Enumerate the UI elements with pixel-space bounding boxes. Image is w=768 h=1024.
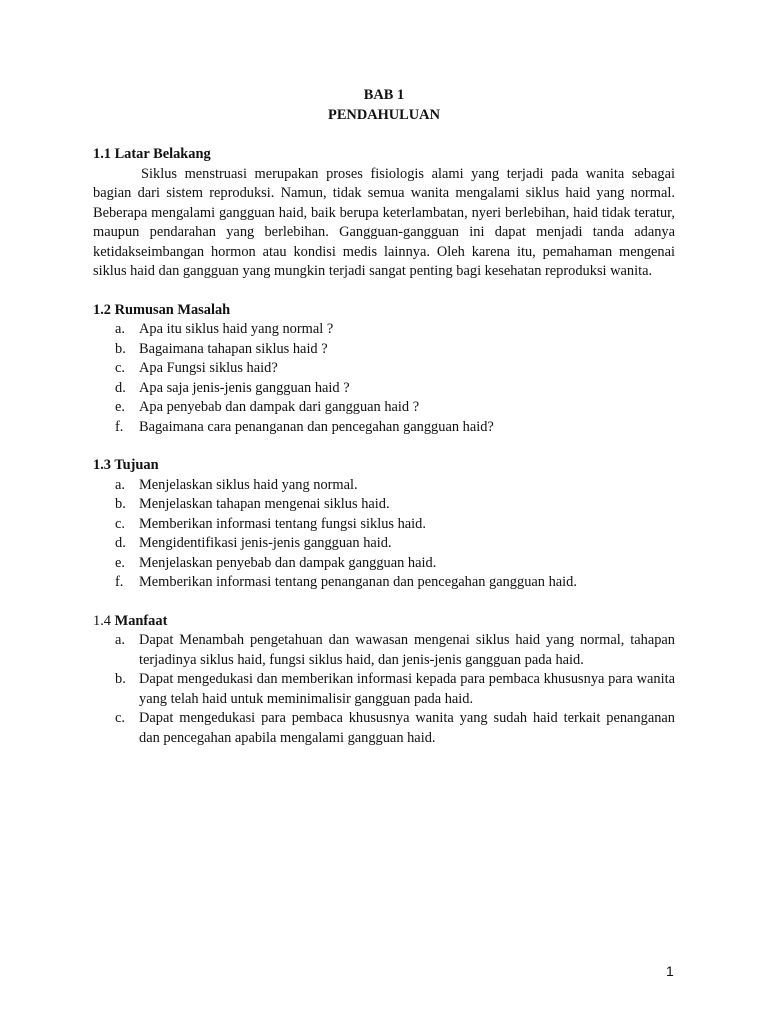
list-marker: e. <box>115 554 125 571</box>
list-item-text: Menjelaskan siklus haid yang normal. <box>139 476 358 493</box>
list-marker: d. <box>115 379 126 396</box>
list-item-text: Bagaimana cara penanganan dan pencegahan gangguan haid? <box>139 418 494 435</box>
list-item-text: Bagaimana tahapan siklus haid ? <box>139 340 328 357</box>
section-title-text: Manfaat <box>114 612 168 629</box>
section-title: 1.2 Rumusan Masalah <box>93 301 231 318</box>
list-marker: c. <box>115 360 125 376</box>
list-item-text: Dapat Menambah pengetahuan dan wawasan mengenai siklus haid yang normal, tahapan terjadinya siklus haid, fungsi siklus haid, dan jenis-jenis gangguan pada haid. <box>139 632 675 668</box>
list-marker: c. <box>115 515 125 532</box>
list-item-text: Memberikan informasi tentang fungsi siklus haid. <box>139 515 426 532</box>
list-item <box>93 398 675 418</box>
objective-list <box>93 476 675 593</box>
page-number: 1 <box>666 963 674 979</box>
list-marker: d. <box>115 535 126 551</box>
list-item <box>93 554 675 574</box>
question-list <box>93 320 675 437</box>
list-item-text: Dapat mengedukasi dan memberikan informasi kepada para pembaca khususnya para wanita yang telah haid untuk meminimalisir gangguan pada haid. <box>139 671 675 707</box>
list-marker: a. <box>115 476 125 493</box>
list-item-text: Memberikan informasi tentang penanganan dan pencegahan gangguan haid. <box>139 574 577 590</box>
list-item <box>93 515 675 535</box>
list-item <box>93 709 675 748</box>
section-rumusan-masalah <box>93 301 675 438</box>
list-item <box>93 495 675 515</box>
list-marker: b. <box>115 340 126 357</box>
list-marker: b. <box>115 496 126 512</box>
list-marker: c. <box>115 710 125 726</box>
list-item <box>93 534 675 554</box>
list-marker: b. <box>115 671 126 687</box>
chapter-heading <box>93 86 675 126</box>
list-item-text: Mengidentifikasi jenis-jenis gangguan haid. <box>139 535 392 551</box>
benefit-list <box>93 631 675 748</box>
list-item-text: Menjelaskan penyebab dan dampak gangguan haid. <box>139 554 437 571</box>
chapter-label: BAB 1 <box>363 87 405 103</box>
list-item <box>93 379 675 399</box>
list-item <box>93 573 675 593</box>
list-item <box>93 476 675 496</box>
list-item <box>93 359 675 379</box>
list-marker: a. <box>115 632 125 648</box>
list-item <box>93 418 675 438</box>
list-marker: f. <box>115 574 124 590</box>
list-item <box>93 340 675 360</box>
section-manfaat <box>93 612 675 749</box>
list-item-text: Apa penyebab dan dampak dari gangguan haid ? <box>139 399 420 415</box>
list-item-text: Dapat mengedukasi para pembaca khususnya wanita yang sudah haid terkait penanganan dan pencegahan apabila mengalami gangguan haid. <box>139 710 675 746</box>
list-item-text: Menjelaskan tahapan mengenai siklus haid. <box>139 496 390 512</box>
list-marker: f. <box>115 418 124 435</box>
list-item-text: Apa itu siklus haid yang normal ? <box>139 321 334 337</box>
body-paragraph: Siklus menstruasi merupakan proses fisiologis alami yang terjadi pada wanita sebagai bagian dari sistem reproduksi. Namun, tidak semua wanita mengalami siklus haid yang normal. Beberapa mengalami gangguan haid, baik berupa keterlambatan, nyeri berlebihan, haid tidak teratur, maupun pendarahan yang berlebihan. Gangguan-gangguan ini dapat menjadi tanda adanya ketidakseimbangan hormon atau kondisi medis lainnya. Oleh karena itu, pemahaman mengenai siklus haid dan gangguan yang mungkin terjadi sangat penting bagi kesehatan reproduksi wanita. <box>93 165 675 279</box>
document-page <box>93 86 675 748</box>
section-title: 1.3 Tujuan <box>93 457 159 473</box>
list-item <box>93 631 675 670</box>
section-title: 1.1 Latar Belakang <box>93 146 211 162</box>
list-marker: a. <box>115 321 125 337</box>
section-latar-belakang <box>93 145 675 282</box>
list-marker: e. <box>115 399 125 415</box>
list-item-text: Apa saja jenis-jenis gangguan haid ? <box>139 379 350 396</box>
chapter-title: PENDAHULUAN <box>328 107 440 123</box>
list-item <box>93 670 675 709</box>
list-item <box>93 320 675 340</box>
list-item-text: Apa Fungsi siklus haid? <box>139 360 278 376</box>
section-tujuan <box>93 456 675 593</box>
section-number: 1.4 <box>93 612 111 629</box>
section-title <box>93 612 675 632</box>
